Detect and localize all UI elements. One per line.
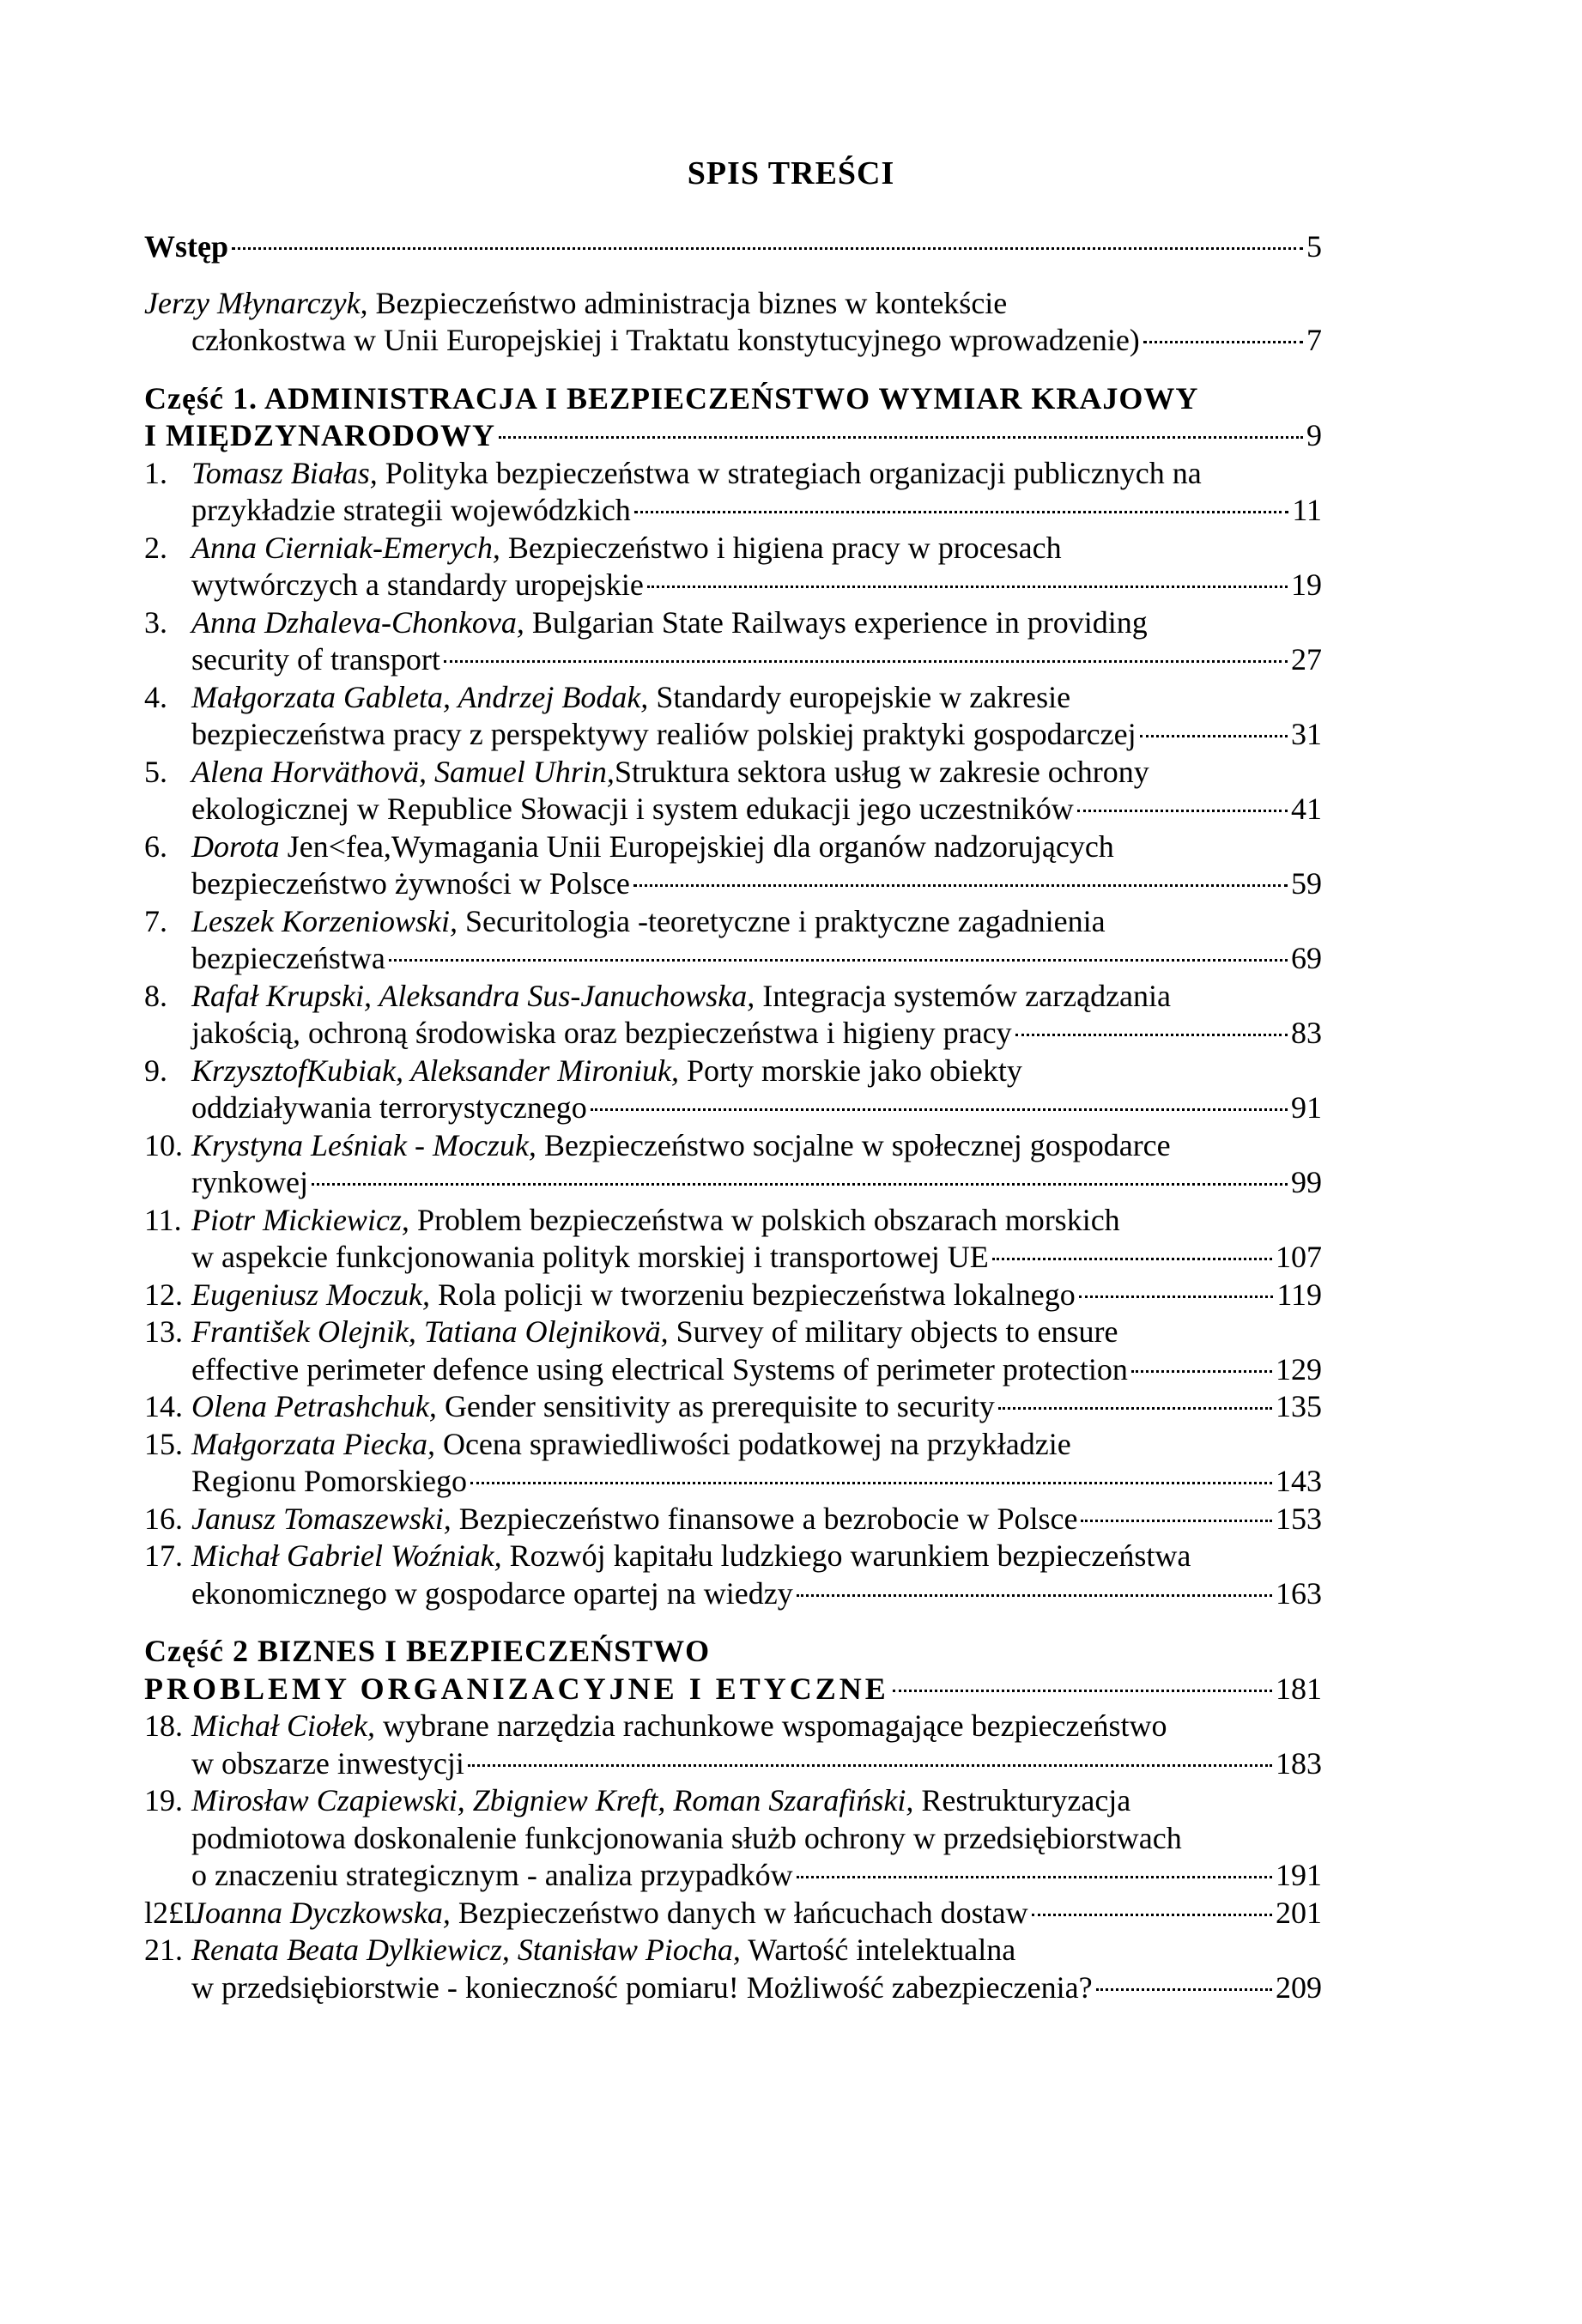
toc-entry-row [144, 1053, 1322, 1090]
toc-page-number: 191 [1276, 1858, 1322, 1892]
toc-entry [144, 754, 1322, 828]
toc-entry-row [144, 828, 1322, 866]
toc-entry-text [191, 604, 1148, 642]
toc-entry-author: Rafał Krupski, Aleksandra Sus-Januchowska, [191, 978, 755, 1013]
toc-entry-row [144, 1538, 1322, 1575]
part-2-entries [144, 1708, 1322, 2006]
toc-entry-row [144, 1782, 1322, 1820]
toc-entry-title: Standardy europejskie w zakresie [648, 679, 1071, 714]
dot-leader [1077, 810, 1288, 812]
toc-entry [144, 1501, 1322, 1538]
toc-entry [144, 1708, 1322, 1782]
dot-leader [992, 1258, 1272, 1260]
toc-entry-title: wybrane narzędzia rachunkowe wspomagające bezpieczeństwo [374, 1708, 1167, 1743]
toc-entry-author: Jerzy Młynarczyk, [144, 285, 368, 320]
dot-leader [1131, 1370, 1272, 1373]
toc-entry-text [191, 1782, 1130, 1820]
dot-leader [893, 1690, 1272, 1692]
toc-entry-number: 12. [144, 1277, 183, 1312]
toc-entry-author: Eugeniusz Moczuk, [191, 1277, 430, 1312]
toc-entry-title-continued: rynkowej [191, 1165, 308, 1199]
toc-entry-title: Restrukturyzacja [913, 1783, 1131, 1817]
toc-entry [144, 1426, 1322, 1501]
toc-entry-row [144, 716, 1322, 754]
toc-entry-number: 9. [144, 1053, 167, 1088]
toc-entry-text [191, 1538, 1191, 1575]
dot-leader [232, 247, 1303, 250]
toc-entry-row [144, 604, 1322, 642]
toc-entry-title-continued: oddziaływania terrorystycznego [191, 1090, 587, 1125]
toc-entry-title: Wstęp [144, 229, 228, 264]
toc-page-number: 143 [1276, 1464, 1322, 1498]
toc-page-number: 209 [1276, 1969, 1322, 2005]
toc-entry-title-continued: w przedsiębiorstwie - konieczność pomiaru! Możliwość zabezpieczenia? [191, 1969, 1093, 2005]
toc-entry-row [144, 1351, 1322, 1389]
toc-entry [144, 903, 1322, 978]
toc-entry-text [191, 978, 1171, 1016]
toc-entry-row [144, 492, 1322, 530]
toc-entry-text [191, 1932, 1015, 1969]
toc-entry-title: Wartość intelektualna [740, 1933, 1016, 1967]
toc-entry-author: Małgorzata Piecka, [191, 1426, 435, 1461]
dot-leader [1081, 1520, 1272, 1522]
toc-entry-text [191, 530, 1062, 567]
toc-entry [144, 1932, 1322, 2006]
toc-entry-author: Dorota [191, 828, 280, 864]
toc-entry-row [144, 1575, 1322, 1613]
toc-entry-title-continued: effective perimeter defence using electrical Systems of perimeter protection [191, 1351, 1128, 1387]
toc-entry-row [144, 1277, 1322, 1314]
toc-page-number: 99 [1291, 1165, 1322, 1199]
toc-entry-row [144, 1202, 1322, 1240]
toc-entry-number: 4. [144, 679, 167, 714]
toc-entry-title: Polityka bezpieczeństwa w strategiach organizacji publicznych na [377, 455, 1202, 490]
toc-page-number: 201 [1276, 1895, 1322, 1930]
toc-entry [144, 1538, 1322, 1612]
toc-entry-title: Bezpieczeństwo danych w łańcuchach dostaw [450, 1895, 1028, 1930]
part-1-entries [144, 455, 1322, 1613]
toc-entry-title: Bezpieczeństwo i higiena pracy w procesach [500, 530, 1062, 565]
dot-leader [797, 1876, 1272, 1878]
toc-entry-number: 6. [144, 828, 167, 864]
toc-entry-number: 14. [144, 1389, 183, 1423]
dot-leader [634, 511, 1289, 513]
part-heading-2 [144, 1633, 1322, 1708]
dot-leader [499, 436, 1303, 439]
toc-entry-text [191, 1053, 1022, 1090]
toc-page-number: 31 [1291, 717, 1322, 751]
toc-entry-title: Rozwój kapitału ludzkiego warunkiem bezpieczeństwa [501, 1538, 1191, 1573]
toc-entry-author: František Olejnik, Tatiana Olejnikovä, [191, 1314, 669, 1349]
dot-leader [444, 660, 1288, 663]
toc-entry-text [191, 1388, 995, 1426]
toc-entry-author: Tomasz Białas, [191, 455, 378, 490]
dot-leader [647, 586, 1288, 588]
toc-entry-title-continued: podmiotowa doskonalenie funkcjonowania służb ochrony w przedsiębiorstwach [191, 1820, 1182, 1855]
toc-entry-title-continued: jakością, ochroną środowiska oraz bezpieczeństwa i higieny pracy [191, 1016, 1012, 1050]
toc-entry-text [191, 455, 1202, 493]
toc-entry [144, 679, 1322, 754]
toc-entry [144, 828, 1322, 903]
toc-entry-row [144, 530, 1322, 567]
toc-entry-text [191, 1895, 1028, 1933]
part-heading-line: Część 1. ADMINISTRACJA I BEZPIECZEŃSTWO WYMIAR KRAJOWY [144, 380, 1199, 416]
toc-entry-number: 2. [144, 530, 167, 565]
toc-entry-title-continued: ekonomicznego w gospodarce opartej na wiedzy [191, 1575, 793, 1611]
toc-entry-title: Rola policji w tworzeniu bezpieczeństwa lokalnego [429, 1277, 1076, 1312]
toc-entry-text [191, 1426, 1071, 1464]
part-heading-1 [144, 380, 1322, 455]
toc-entry-row [144, 791, 1322, 828]
toc-entry-row [144, 1745, 1322, 1783]
toc-entry-number: 15. [144, 1426, 183, 1461]
toc-entry-number: 1. [144, 455, 167, 490]
toc-entry-number: 11. [144, 1202, 182, 1237]
toc-entry-row [144, 1164, 1322, 1202]
toc-entry-text [191, 679, 1070, 717]
toc-page-number: 119 [1276, 1277, 1322, 1312]
toc-entry-number: 19. [144, 1783, 183, 1817]
toc-entry-row [144, 1857, 1322, 1895]
toc-entry-author: Renata Beata Dylkiewicz, Stanisław Piocha, [191, 1933, 741, 1967]
toc-entry-title-continued: bezpieczeństwa pracy z perspektywy realiów polskiej praktyki gospodarczej [191, 717, 1136, 751]
toc-entry-author: Krystyna Leśniak - Moczuk, [191, 1127, 536, 1162]
toc-page-number: 163 [1276, 1575, 1322, 1611]
toc-entry-number: 5. [144, 754, 167, 789]
toc-entry [144, 1895, 1322, 1933]
toc-entry-text [191, 1708, 1167, 1745]
toc-entry-row [144, 903, 1322, 941]
toc-page-number: 7 [1306, 323, 1322, 357]
toc-entry-row [144, 1820, 1322, 1858]
toc-entry-text [191, 1314, 1118, 1351]
toc-page-number: 135 [1276, 1389, 1322, 1423]
toc-entry-row [144, 1388, 1322, 1426]
toc-entry-title: Integracja systemów zarządzania [755, 978, 1172, 1013]
toc-entry-number: 13. [144, 1314, 183, 1349]
toc-entry-author: Janusz Tomaszewski, [191, 1501, 452, 1536]
part-heading-line: Część 2 BIZNES I BEZPIECZEŃSTWO [144, 1634, 711, 1668]
dot-leader [1143, 341, 1303, 343]
toc-page-number: 69 [1291, 941, 1322, 975]
toc-entry-number: 7. [144, 903, 167, 938]
toc-entry-title: Gender sensitivity as prerequisite to security [436, 1389, 995, 1423]
toc-entry-number: 8. [144, 978, 167, 1013]
toc-entry-title-continued: bezpieczeństwa [191, 941, 385, 975]
toc-entry-title: Bulgarian State Railways experience in providing [524, 604, 1148, 640]
dot-leader [633, 884, 1288, 887]
toc-entry-author: Leszek Korzeniowski, [191, 903, 458, 938]
toc-entry-author: Mirosław Czapiewski, Zbigniew Kreft, Roman Szarafiński, [191, 1783, 914, 1817]
toc-entry-title-continued: bezpieczeństwo żywności w Polsce [191, 866, 630, 901]
toc-entry-title: Jen<fea,Wymagania Unii Europejskiej dla organów nadzorujących [279, 828, 1114, 864]
dot-leader [1032, 1914, 1272, 1916]
toc-entry [144, 1782, 1322, 1895]
toc-page-number: 5 [1306, 229, 1322, 264]
toc-entry-title-continued: o znaczeniu strategicznym - analiza przypadków [191, 1858, 793, 1892]
toc-page-number: 83 [1291, 1016, 1322, 1050]
toc-entry-title-continued: w aspekcie funkcjonowania polityk morskiej i transportowej UE [191, 1240, 989, 1274]
page-title: SPIS TREŚCI [687, 155, 895, 191]
toc-entry-title-continued: wytwórczych a standardy uropejskie [191, 567, 644, 602]
toc-entry-text [191, 1277, 1076, 1314]
toc-entry-author: Michał Ciołek, [191, 1708, 375, 1743]
toc-entry-number: 3. [144, 604, 167, 640]
toc-entry [144, 1053, 1322, 1127]
part-heading-line: I MIĘDZYNARODOWY [144, 418, 496, 452]
toc-page-number: 19 [1291, 567, 1322, 602]
toc-entry-row [144, 455, 1322, 493]
toc-entry-row [144, 1932, 1322, 1969]
toc-page-number: 183 [1276, 1745, 1322, 1781]
toc-entry-title: Bezpieczeństwo finansowe a bezrobocie w Polsce [451, 1501, 1078, 1536]
dot-leader [591, 1108, 1288, 1111]
dot-leader [797, 1594, 1272, 1597]
toc-entry-text [191, 1202, 1120, 1240]
toc-entry [144, 1127, 1322, 1202]
toc-entry [144, 1314, 1322, 1388]
toc-entry-title: Problem bezpieczeństwa w polskich obszarach morskich [409, 1202, 1120, 1237]
dot-leader [470, 1482, 1272, 1484]
toc-page-number: 59 [1291, 866, 1322, 901]
toc-entry-row [144, 865, 1322, 903]
toc-entry-author: Piotr Mickiewicz, [191, 1202, 409, 1237]
toc-entry-title: Ocena sprawiedliwości podatkowej na przykładzie [434, 1426, 1071, 1461]
toc-entry-title-continued: ekologicznej w Republice Słowacji i system edukacji jego uczestników [191, 792, 1074, 826]
toc-entry-number: 18. [144, 1708, 183, 1743]
toc-entry-number: l2£L [144, 1895, 203, 1930]
toc-entry [144, 455, 1322, 530]
toc-entry-text [191, 903, 1106, 941]
toc-entry-row [144, 1463, 1322, 1501]
toc-entry-row [144, 679, 1322, 717]
toc-entry-row [144, 641, 1322, 679]
toc-entry-title-continued: przykładzie strategii wojewódzkich [191, 493, 631, 527]
toc-entry-row [144, 940, 1322, 978]
toc-entry-row [144, 754, 1322, 792]
toc-entry-author: Michał Gabriel Woźniak, [191, 1538, 502, 1573]
toc-entry-title: Survey of military objects to ensure [668, 1314, 1118, 1349]
toc-entry-author: KrzysztofKubiak, Aleksander Mironiuk, [191, 1053, 679, 1088]
toc-entry [144, 978, 1322, 1053]
dot-leader [1015, 1034, 1288, 1036]
toc-entry-foreword [144, 285, 1322, 360]
toc-entry-row [144, 1501, 1322, 1538]
toc-entry-row [144, 1127, 1322, 1165]
toc-entry-number: 17. [144, 1538, 183, 1573]
toc-entry-author: Małgorzata Gableta, Andrzej Bodak, [191, 679, 649, 714]
toc-page-number: 153 [1276, 1501, 1322, 1536]
toc-page-number: 91 [1291, 1090, 1322, 1125]
toc-entry-title: Securitologia -teoretyczne i praktyczne zagadnienia [458, 903, 1106, 938]
dot-leader [1079, 1295, 1274, 1298]
toc-entry-title: Struktura sektora usług w zakresie ochrony [614, 754, 1149, 789]
toc-entry [144, 1388, 1322, 1426]
toc-entry-intro [144, 228, 1322, 266]
part-heading-line: PROBLEMY ORGANIZACYJNE I ETYCZNE [144, 1671, 889, 1706]
dot-leader [312, 1183, 1288, 1186]
dot-leader [1096, 1988, 1272, 1991]
toc-page-number: 27 [1291, 642, 1322, 677]
dot-leader [998, 1407, 1272, 1410]
toc-page-number: 11 [1292, 493, 1322, 527]
toc-entry [144, 1202, 1322, 1277]
toc-entry-row [144, 1969, 1322, 2007]
toc-entry-row [144, 1314, 1322, 1351]
toc-entry-text [191, 828, 1114, 866]
toc-entry-title-continued: security of transport [191, 642, 440, 677]
toc-entry-row [144, 978, 1322, 1016]
toc-page-number: 9 [1306, 418, 1322, 452]
toc-entry-author: Anna Dzhaleva-Chonkova, [191, 604, 524, 640]
dot-leader [1140, 735, 1288, 737]
toc-entry-row [144, 1015, 1322, 1053]
dot-leader [468, 1764, 1272, 1767]
toc-entry-row [144, 567, 1322, 604]
toc-page-number: 107 [1276, 1240, 1322, 1274]
toc-entry-text [191, 754, 1149, 792]
toc-entry-title-continued: Regionu Pomorskiego [191, 1464, 467, 1498]
table-of-contents [144, 228, 1322, 2006]
toc-entry-row [144, 1426, 1322, 1464]
toc-entry-author: Anna Cierniak-Emerych, [191, 530, 500, 565]
toc-entry-author: Alena Horväthovä, Samuel Uhrin, [191, 754, 615, 789]
toc-entry-title: Bezpieczeństwo socjalne w społecznej gospodarce [536, 1127, 1171, 1162]
toc-entry-title-continued: w obszarze inwestycji [191, 1745, 464, 1781]
toc-entry [144, 604, 1322, 679]
toc-entry-title: Porty morskie jako obiekty [678, 1053, 1022, 1088]
toc-entry-author: Joanna Dyczkowska, [191, 1895, 451, 1930]
toc-page-number: 129 [1276, 1351, 1322, 1387]
toc-entry-title-continued: członkostwa w Unii Europejskiej i Traktatu konstytucyjnego wprowadzenie) [191, 323, 1140, 357]
toc-entry-number: 21. [144, 1933, 183, 1967]
toc-entry-row [144, 1895, 1322, 1933]
dot-leader [389, 959, 1288, 962]
toc-entry-row [144, 1089, 1322, 1127]
toc-entry-row [144, 1239, 1322, 1277]
toc-page-number: 41 [1291, 792, 1322, 826]
toc-entry-title: Bezpieczeństwo administracja biznes w kontekście [367, 285, 1008, 320]
toc-entry-row [144, 1708, 1322, 1745]
toc-page-number: 181 [1276, 1671, 1322, 1706]
toc-entry-text [191, 1127, 1171, 1165]
toc-entry [144, 530, 1322, 604]
toc-entry-number: 16. [144, 1501, 183, 1536]
toc-entry [144, 1277, 1322, 1314]
toc-entry-text [191, 1501, 1077, 1538]
toc-entry-number: 10. [144, 1127, 183, 1162]
toc-entry-author: Olena Petrashchuk, [191, 1389, 437, 1423]
